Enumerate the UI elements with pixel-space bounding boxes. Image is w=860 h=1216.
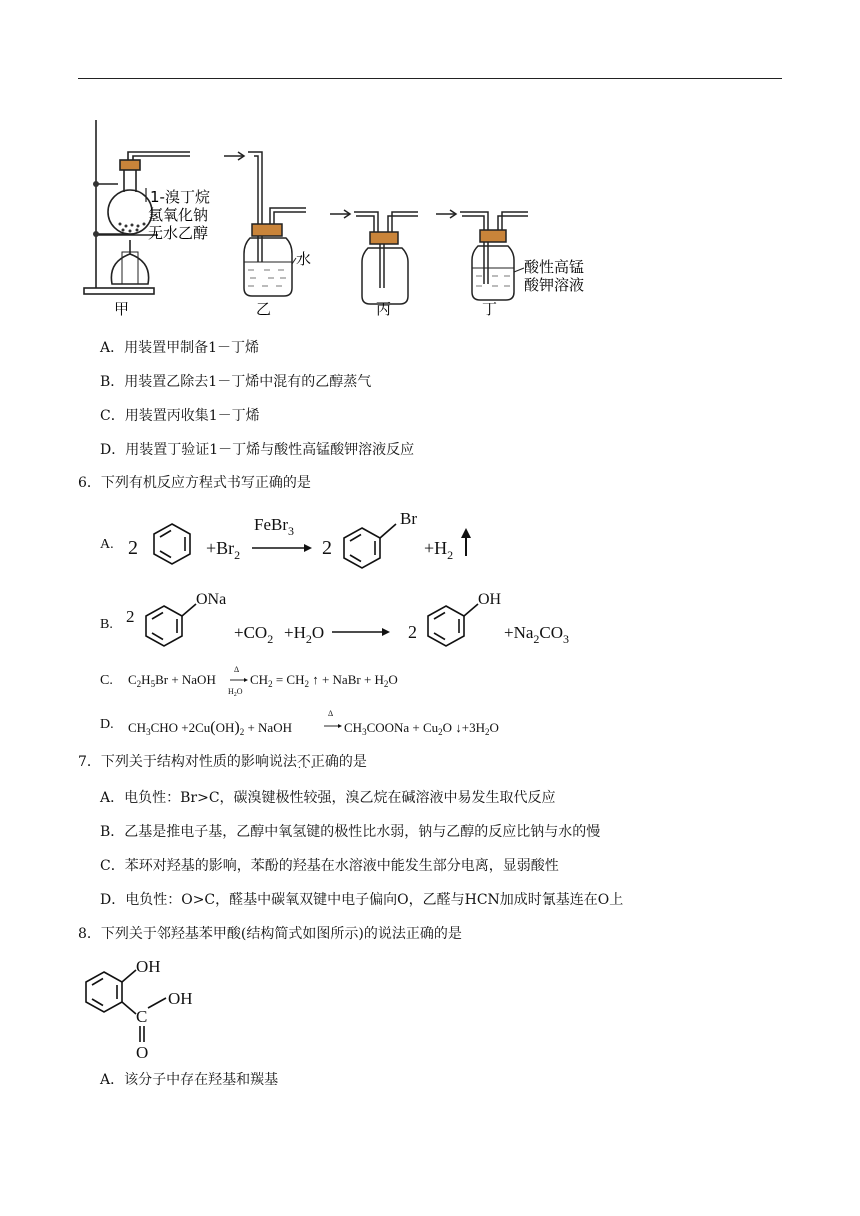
q6-b-ona: ONa [196,591,227,608]
q8-oh-2: OH [168,989,193,1008]
q6-d-label: D. [100,717,114,732]
bromobenzene-ring-icon [344,524,396,568]
q6-c-equation-text: $C_2H_5Br$ + NaOH [128,672,216,689]
q6-a-label: A. [100,537,114,552]
q7-option-c: C．苯环对羟基的影响，苯酚的羟基在水溶液中能发生部分电离，显弱酸性 [100,858,559,874]
q6-c-products: $CH_2 = CH_2$ ↑ + NaBr + $H_2O$ [250,672,398,689]
apparatus-name-jia: 甲 [114,300,130,318]
water-label: 水 [296,250,312,268]
apparatus-name-yi: 乙 [256,300,272,318]
q7-option-a: A．电负性：Br>C，碳溴键极性较强，溴乙烷在碱溶液中易发生取代反应 [100,790,556,806]
q6-b-coef2: 2 [408,622,417,642]
gas-up-arrow-icon [461,528,471,556]
salicylic-acid-structure [78,952,218,1062]
q6-b-label: B. [100,617,113,632]
q6-option-c-equation [100,664,460,700]
flask-label-3: 无水乙醇 [148,224,209,242]
q6-a-catalyst: FeBr$_3$ [254,515,294,538]
q6-a-br2: $+Br_2$ [206,538,241,562]
q7-option-d: D．电负性：O>C，醛基中碳氧双键中电子偏向O，乙醛与HCN加成时氰基连在O上 [100,892,624,908]
q6-d-delta: Δ [328,709,334,718]
q6-d-equation-text: $CH_3CHO +2Cu(OH)_2$ + NaOH [128,719,292,737]
kmno4-label-2: 酸钾溶液 [524,276,585,294]
apparatus-figure [78,112,618,322]
q6-c-solvent: $H_2O$ [228,687,243,698]
q6-a-br: Br [400,509,417,528]
flask-label-1: 1-溴丁烷 [150,188,210,206]
q6-c-label: C. [100,673,113,688]
q6-b-coef1: 2 [126,607,135,626]
flask-label-2: 氢氧化钠 [148,206,209,224]
q7-stem-emphasis: 不正确 · · · [297,754,339,770]
q6-option-b-equation [100,590,590,654]
q7-option-b: B．乙基是推电子基，乙醇中氧氢键的极性比水弱，钠与乙醇的反应比钠与水的慢 [100,824,601,840]
sodium-phenoxide-ring-icon [146,604,196,646]
q6-c-delta: Δ [234,665,240,674]
header-rule [78,78,782,79]
phenol-ring-icon [428,604,478,646]
q8-option-a: A．该分子中存在羟基和羰基 [100,1072,279,1088]
q6-b-oh: OH [478,591,502,608]
q7-stem-post: 的是 [338,754,367,770]
q6-a-coef1: 2 [128,537,138,559]
q8-oh-1: OH [136,957,161,976]
q5-option-d: D．用装置丁验证1－丁烯与酸性高锰酸钾溶液反应 [100,442,415,458]
q5-option-b: B．用装置乙除去1－丁烯中混有的乙醇蒸气 [100,374,372,390]
q6-option-a-equation [100,508,500,572]
kmno4-label-1: 酸性高锰 [524,258,585,276]
q6-option-d-equation [100,708,540,742]
q6-b-h2o: $+H_2O$ [284,623,325,646]
q6-b-na2co3: $+Na_2CO_3$ [504,623,570,646]
q8-c: C [136,1007,148,1026]
q6-b-co2: $+CO_2$ [234,623,274,646]
q8-o: O [136,1043,149,1062]
benzene-ring-icon [154,524,190,564]
apparatus-name-bing: 丙 [376,300,392,318]
q6-stem: 6．下列有机反应方程式书写正确的是 [78,475,311,491]
q7-stem [78,752,367,772]
q6-a-h2: $+H_2$ [424,538,454,562]
apparatus-name-ding: 丁 [482,300,498,318]
q5-option-a: A．用装置甲制备1－丁烯 [100,340,260,356]
q5-option-c: C．用装置丙收集1－丁烯 [100,408,260,424]
q6-d-products: $CH_3COONa + Cu_2O$ $↓+3H_2O$ [344,720,499,737]
q8-stem: 8．下列关于邻羟基苯甲酸(结构简式如图所示)的说法正确的是 [78,926,462,942]
q6-a-coef2: 2 [322,537,332,559]
q7-stem-pre: 7．下列关于结构对性质的影响说法 [78,754,297,770]
